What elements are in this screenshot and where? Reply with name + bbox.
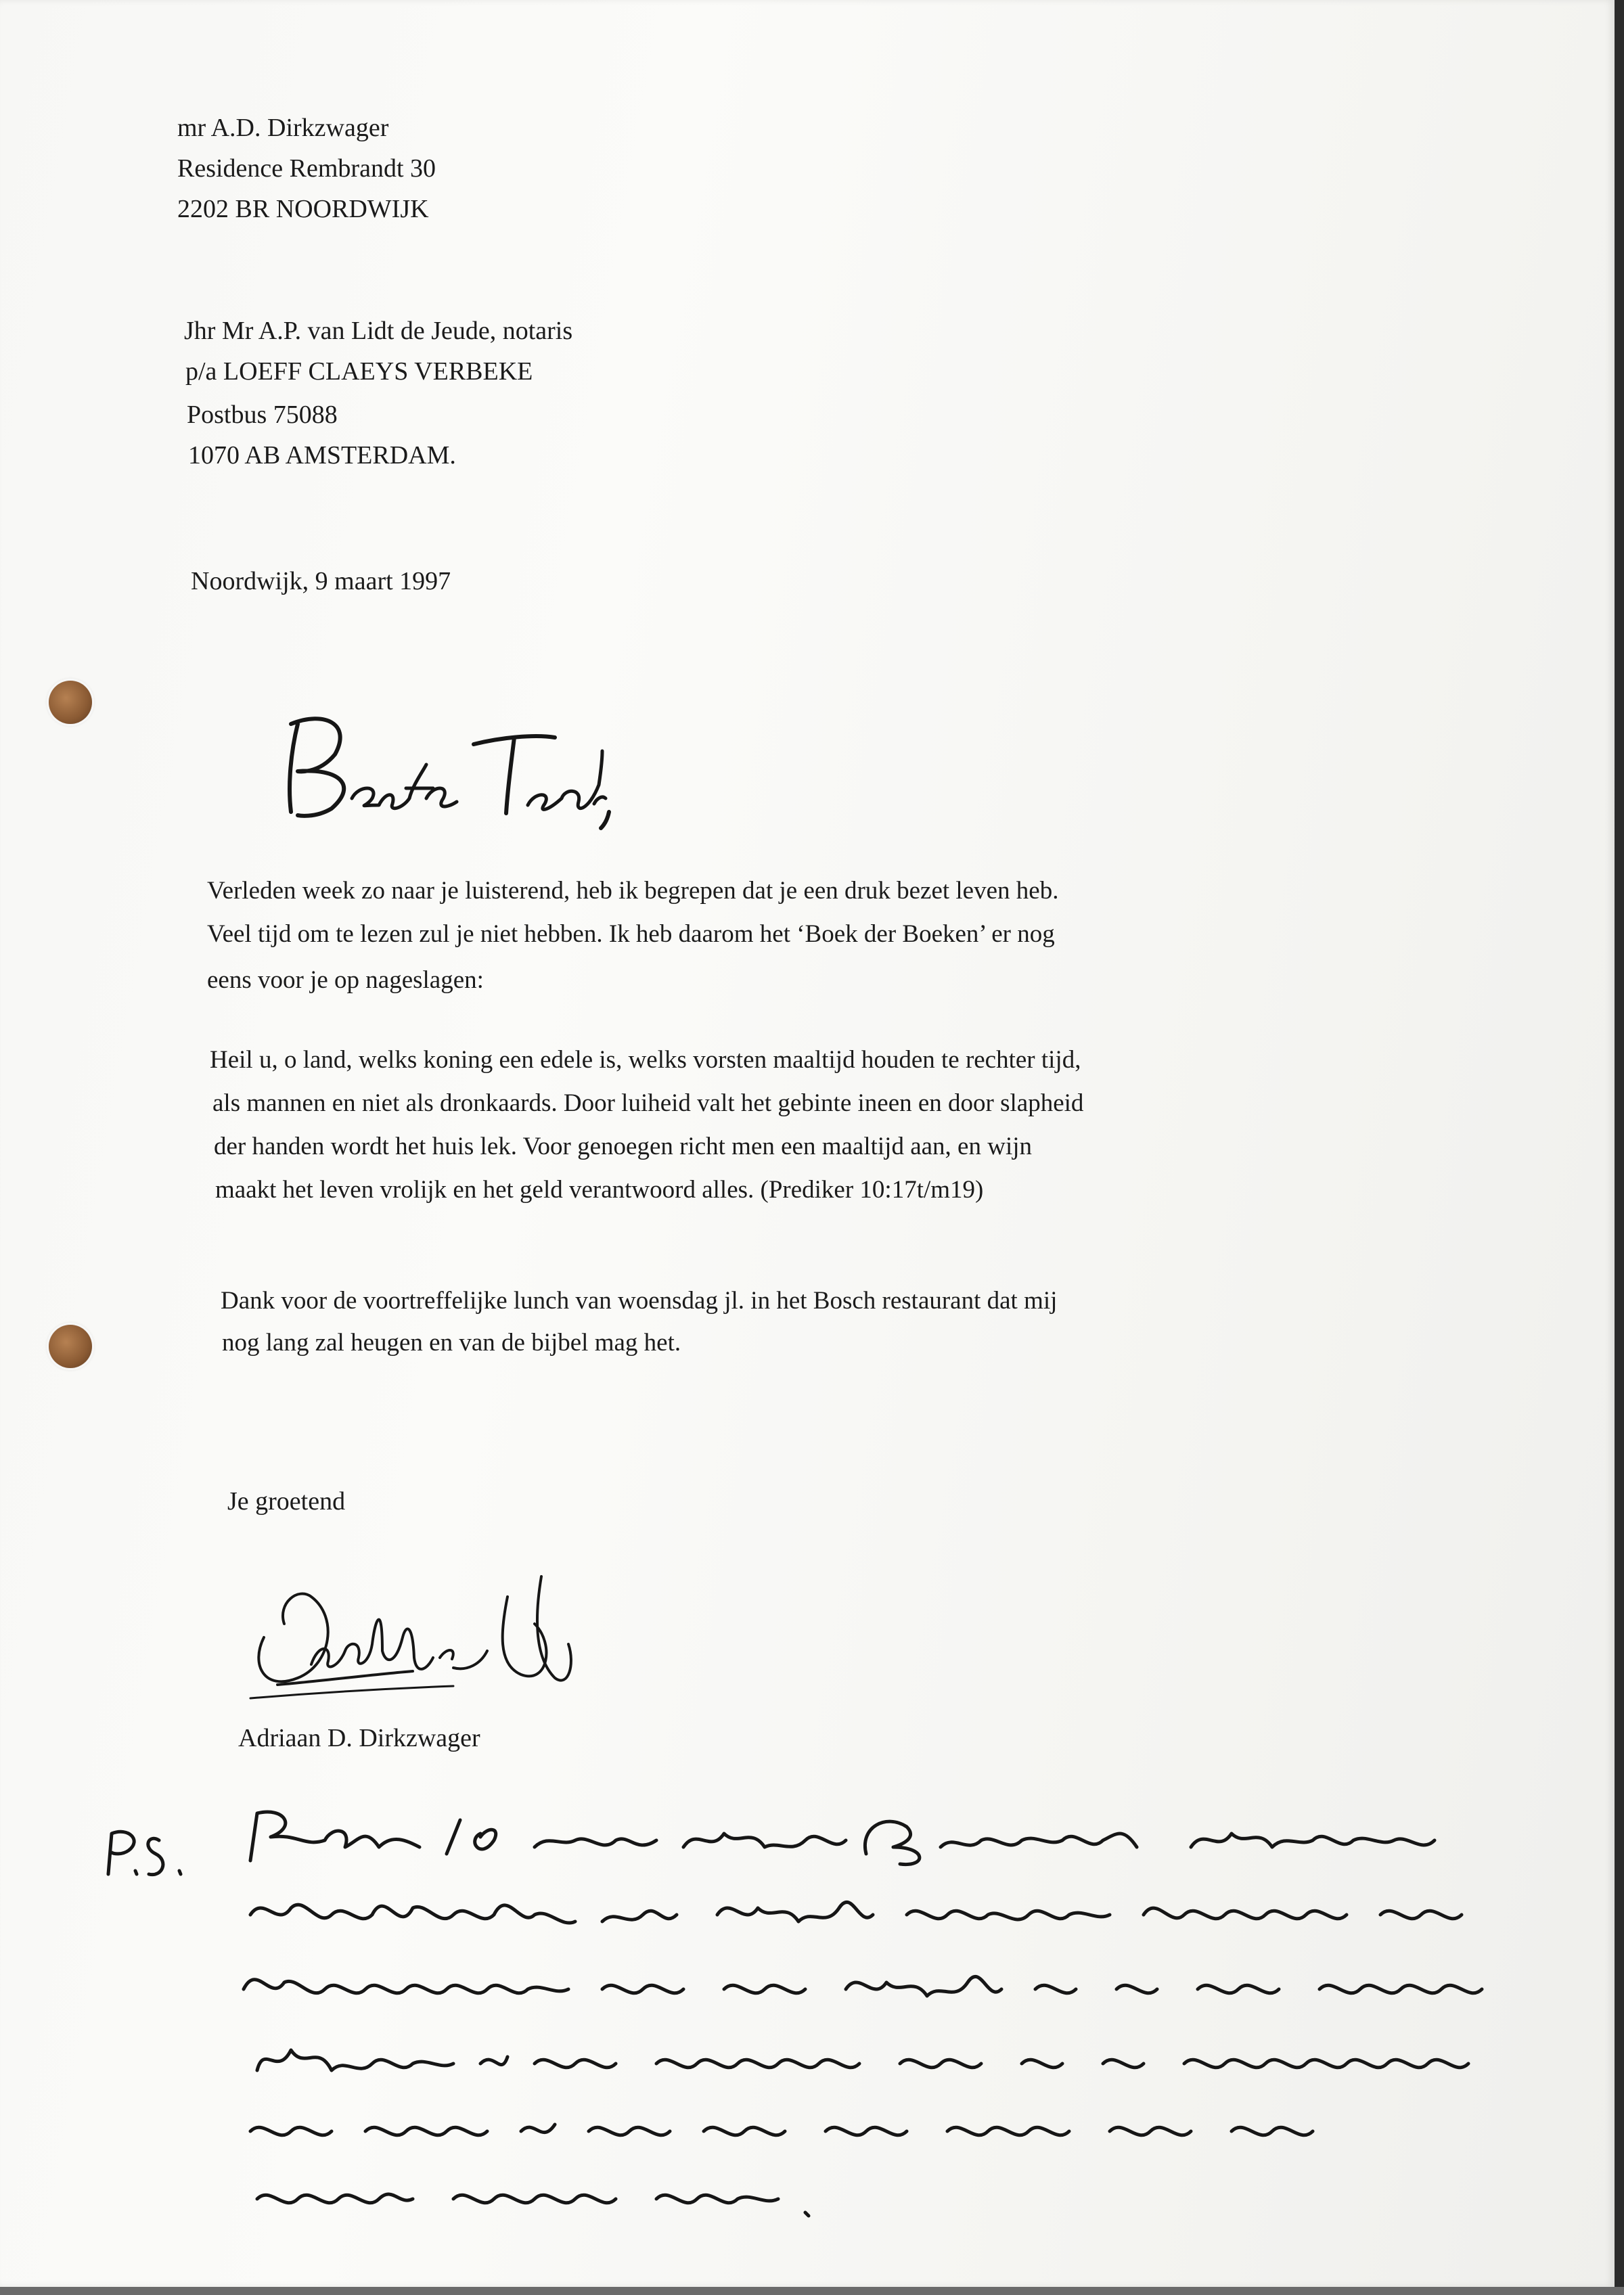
paragraph-1-line: eens voor je op nageslagen: [207, 966, 484, 994]
paragraph-2-line: der handen wordt het huis lek. Voor genoegen richt men een maaltijd aan, en wijn [214, 1133, 1033, 1160]
sender-street: Residence Rembrandt 30 [177, 154, 436, 183]
ps-line-2-handwriting [244, 1874, 1529, 1949]
paragraph-2-line: als mannen en niet als dronkaards. Door luiheid valt het gebinte ineen en door slapheid [212, 1089, 1084, 1117]
recipient-company: p/a LOEFF CLAEYS VERBEKE [185, 357, 533, 386]
ps-line-5-handwriting [244, 2091, 1529, 2165]
ps-line-1-handwriting [244, 1800, 1529, 1874]
closing: Je groetend [227, 1487, 346, 1516]
sender-city: 2202 BR NOORDWIJK [177, 195, 429, 223]
ps-line-4-handwriting [250, 2023, 1536, 2097]
paragraph-1-line: Verleden week zo naar je luisterend, heb ik begrepen dat je een druk bezet leven heb. [207, 877, 1059, 905]
recipient-name: Jhr Mr A.P. van Lidt de Jeude, notaris [184, 317, 573, 345]
salutation-handwriting [271, 697, 623, 832]
date-line: Noordwijk, 9 maart 1997 [191, 567, 451, 595]
paragraph-2-line: Heil u, o land, welks koning een edele is, welks vorsten maaltijd houden te rechter tijd, [210, 1046, 1081, 1074]
paragraph-3-line: Dank voor de voortreffelijke lunch van woensdag jl. in het Bosch restaurant dat mij [221, 1287, 1058, 1315]
sender-name: mr A.D. Dirkzwager [177, 114, 389, 142]
scan-edge-bottom [0, 2287, 1624, 2295]
ps-label-handwriting [95, 1820, 203, 1888]
ps-line-3-handwriting [237, 1949, 1522, 2023]
salutation [271, 697, 623, 832]
recipient-postbox: Postbus 75088 [187, 401, 338, 429]
signature-name: Adriaan D. Dirkzwager [238, 1724, 480, 1752]
ps-line-6-handwriting [250, 2158, 1536, 2233]
paragraph-3-line: nog lang zal heugen en van de bijbel mag het. [222, 1329, 681, 1357]
punch-hole-top [49, 681, 92, 724]
paragraph-1-line: Veel tijd om te lezen zul je niet hebben. Ik heb daarom het ‘Boek der Boeken’ er nog [207, 920, 1055, 948]
scan-edge-right [1615, 0, 1624, 2295]
paragraph-2-line: maakt het leven vrolijk en het geld verantwoord alles. (Prediker 10:17t/m19) [215, 1176, 984, 1204]
handwritten-signature [237, 1556, 616, 1712]
recipient-city: 1070 AB AMSTERDAM. [188, 441, 456, 470]
punch-hole-bottom [49, 1325, 92, 1368]
